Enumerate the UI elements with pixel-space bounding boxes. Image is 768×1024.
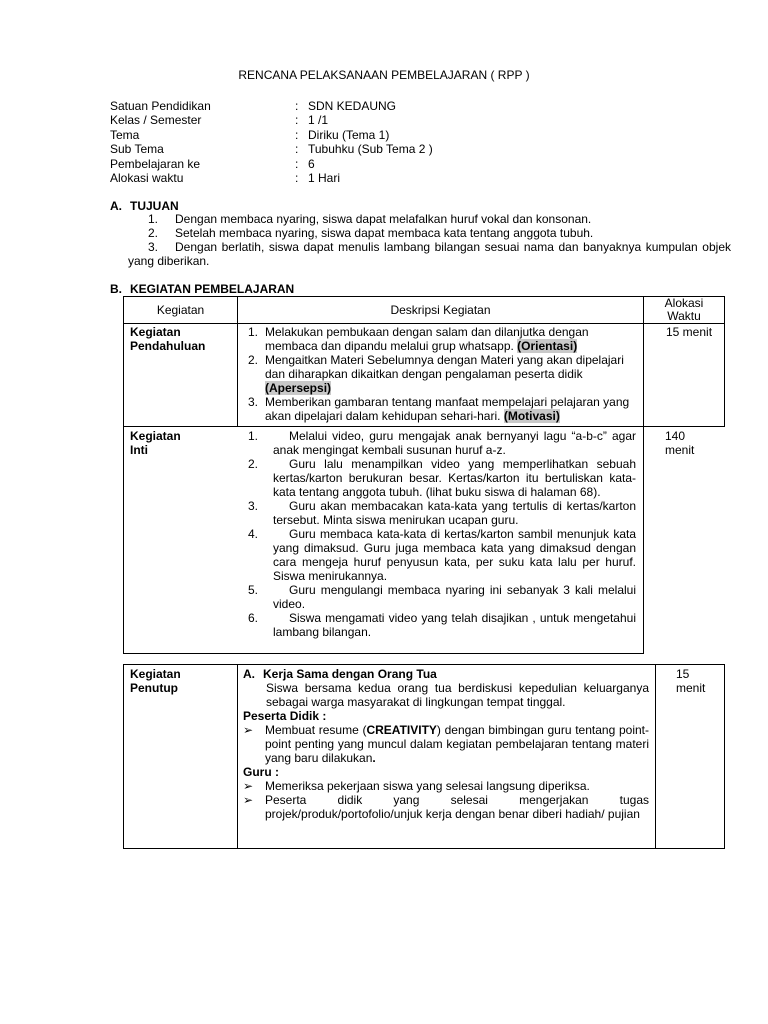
table-rule <box>237 664 238 849</box>
identity-colon: : <box>295 99 299 113</box>
item-number: 3. <box>248 499 259 513</box>
item-text-bold: CREATIVITY <box>366 723 437 737</box>
section-b-letter: B. <box>110 282 122 296</box>
table-rule <box>123 664 725 665</box>
phase-tag: (Motivasi) <box>503 409 560 423</box>
item-text: Melakukan pembukaan dengan salam dan dilanjutka dengan membaca dan dipandu melalui grup whatsapp. <box>265 325 589 353</box>
identity-value: 6 <box>308 156 315 171</box>
identity-value: Diriku (Tema 1) <box>308 127 390 142</box>
item-text-post: ) dengan bimbingan guru tentang point-point penting yang muncul dalam kegiatan pembelajaran tentang materi yang baru dilakukan <box>265 723 649 765</box>
section-a-heading <box>110 199 179 213</box>
header-kegiatan: Kegiatan <box>156 303 205 317</box>
list-item <box>243 779 649 793</box>
goal-item <box>128 240 731 268</box>
identity-value: 1 /1 <box>308 113 329 128</box>
item-text: Melalui video, guru mengajak anak bernyanyi lagu “a-b-c” agar anak mengingat kembali susunan huruf a-z. <box>273 429 636 457</box>
item-text: Guru membaca kata-kata di kertas/karton sambil menunjuk kata yang dimaksud. Guru juga membaca kata yang dimaksud dengan cara mengeja huruf penyusun kata, per suku kata lalu per huruf. Siswa menirukannya. <box>273 527 636 583</box>
time-inti: 140 menit <box>665 429 695 457</box>
table-rule <box>643 296 644 654</box>
guru-heading: Guru : <box>243 765 279 779</box>
item-number: 5. <box>248 583 259 597</box>
section-b-title: KEGIATAN PEMBELAJARAN <box>130 282 295 296</box>
identity-colon: : <box>295 113 299 128</box>
identity-row <box>110 128 433 142</box>
arrow-bullet-icon: ➢ <box>243 723 254 737</box>
item-text: Siswa mengamati video yang telah disajikan , untuk mengetahui lambang bilangan. <box>273 611 636 639</box>
identity-row <box>110 171 433 185</box>
item-text: Guru lalu menampilkan video yang memperlihatkan sebuah kertas/karton berukuran besar. Kertas/karton itu bertuliskan kata-kata tentang anggota tubuh. (lihat buku siswa di halaman 68). <box>273 457 636 499</box>
item-text: Peserta didik yang selesai mengerjakan tugas projek/produk/portofolio/unjuk kerja dengan benar diberi hadiah/ pujian <box>265 793 649 821</box>
guru-list <box>243 779 649 821</box>
penutup-content <box>243 667 649 821</box>
section-a-letter: A. <box>110 199 122 213</box>
list-item <box>248 325 634 353</box>
identity-row <box>110 142 433 156</box>
table-rule <box>123 296 725 297</box>
identity-label: Tema <box>110 127 140 142</box>
identity-label: Satuan Pendidikan <box>110 99 211 113</box>
item-number: 2. <box>248 353 259 367</box>
inti-list <box>248 429 636 639</box>
goal-text: Dengan berlatih, siswa dapat menulis lambang bilangan sesuai nama dan banyaknya kumpulan objek yang diberikan. <box>128 240 731 268</box>
table-rule <box>655 664 656 849</box>
item-number: 4. <box>248 527 259 541</box>
identity-label: Kelas / Semester <box>110 113 202 128</box>
table-rule <box>724 296 725 426</box>
peserta-heading: Peserta Didik : <box>243 709 327 723</box>
subheading-letter: A. <box>243 667 255 681</box>
row-label-pendahuluan: Kegiatan Pendahuluan <box>130 325 206 353</box>
identity-row <box>110 157 433 171</box>
header-deskripsi: Deskripsi Kegiatan <box>390 303 491 317</box>
identity-label: Sub Tema <box>110 142 164 157</box>
item-text: Guru akan membacakan kata-kata yang tertulis di kertas/karton tersebut. Minta siswa menirukan ucapan guru. <box>273 499 636 527</box>
identity-value: Tubuhku (Sub Tema 2 ) <box>308 142 433 157</box>
table-rule <box>724 664 725 849</box>
identity-row <box>110 99 433 113</box>
table-rule <box>123 664 124 849</box>
section-a-title: TUJUAN <box>130 199 179 213</box>
identity-label: Pembelajaran ke <box>110 156 201 171</box>
time-pendahuluan: 15 menit <box>666 325 713 339</box>
goals-list <box>128 212 731 268</box>
item-number: 1. <box>248 429 259 443</box>
item-text: Memberikan gambaran tentang manfaat mempelajari pelajaran yang akan dipelajari dalam kehidupan sehari-hari. <box>265 395 630 423</box>
table-rule <box>123 296 124 654</box>
goal-number: 2. <box>147 226 158 240</box>
goal-item <box>128 226 731 240</box>
item-text-pre: Membuat resume ( <box>265 723 367 737</box>
list-item <box>248 527 636 583</box>
identity-row <box>110 113 433 127</box>
identity-colon: : <box>295 156 299 171</box>
list-item <box>243 723 649 765</box>
identity-value: SDN KEDAUNG <box>308 99 397 113</box>
identity-block <box>110 99 433 185</box>
list-item <box>248 499 636 527</box>
table-rule <box>123 848 725 849</box>
document-title: RENCANA PELAKSANAAN PEMBELAJARAN ( RPP ) <box>238 68 530 82</box>
list-item <box>248 429 636 457</box>
item-text: Guru mengulangi membaca nyaring ini sebanyak 3 kali melalui video. <box>273 583 636 611</box>
identity-colon: : <box>295 170 299 185</box>
pendahuluan-list <box>248 325 634 423</box>
item-number: 2. <box>248 457 259 471</box>
identity-value: 1 Hari <box>308 170 341 185</box>
goal-number: 1. <box>147 212 158 226</box>
item-text-dot: . <box>372 751 376 765</box>
phase-tag: (Orientasi) <box>517 339 578 353</box>
list-item <box>248 583 636 611</box>
row-label-inti: Kegiatan Inti <box>130 429 181 457</box>
goal-number: 3. <box>147 240 158 254</box>
list-item <box>248 457 636 499</box>
item-text: Mengaitkan Materi Sebelumnya dengan Materi yang akan dipelajari dan diharapkan dikaitkan dengan pengalaman peserta didik <box>265 353 624 381</box>
penutup-subheading <box>243 667 649 681</box>
identity-label: Alokasi waktu <box>110 170 184 185</box>
subheading-text: Kerja Sama dengan Orang Tua <box>263 667 437 681</box>
penutup-subtext: Siswa bersama kedua orang tua berdiskusi kepedulian keluarganya sebagai warga masyarakat di lingkungan tempat tinggal. <box>266 681 649 709</box>
item-number: 1. <box>248 325 259 339</box>
arrow-bullet-icon: ➢ <box>243 779 254 793</box>
peserta-list <box>243 723 649 765</box>
table-rule <box>123 426 725 427</box>
identity-colon: : <box>295 127 299 142</box>
goal-text: Setelah membaca nyaring, siswa dapat membaca kata tentang anggota tubuh. <box>175 226 594 240</box>
goal-item <box>128 212 731 226</box>
header-alokasi: Alokasi Waktu <box>664 296 704 323</box>
item-number: 3. <box>248 395 259 409</box>
list-item <box>248 353 634 395</box>
goal-text: Dengan membaca nyaring, siswa dapat melafalkan huruf vokal dan konsonan. <box>175 212 592 226</box>
item-text: Memeriksa pekerjaan siswa yang selesai langsung diperiksa. <box>265 779 590 793</box>
list-item <box>248 395 634 423</box>
item-number: 6. <box>248 611 259 625</box>
table-rule <box>123 653 644 654</box>
section-b-heading <box>110 282 294 296</box>
list-item <box>248 611 636 639</box>
list-item <box>243 793 649 821</box>
phase-tag: (Apersepsi) <box>265 381 332 395</box>
time-penutup: 15 menit <box>676 667 706 695</box>
row-label-penutup: Kegiatan Penutup <box>130 667 181 695</box>
identity-colon: : <box>295 142 299 157</box>
table-rule <box>123 323 725 324</box>
arrow-bullet-icon: ➢ <box>243 793 254 807</box>
